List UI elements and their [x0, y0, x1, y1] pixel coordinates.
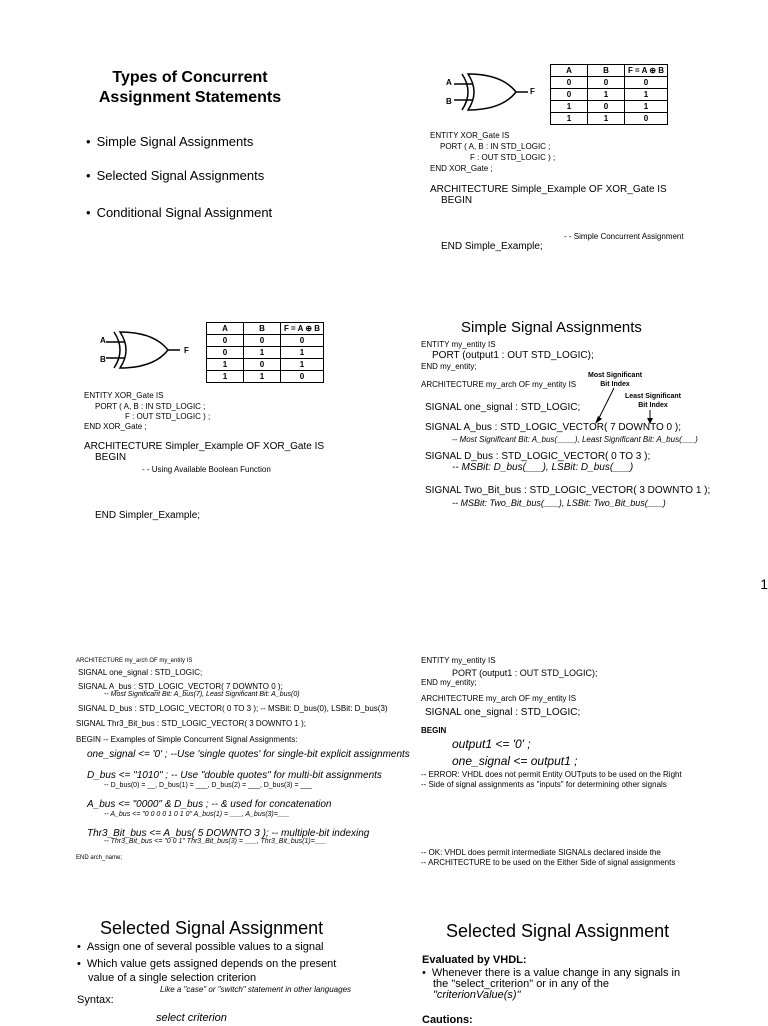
slide7-title: Selected Signal Assignment	[100, 918, 324, 938]
code-line: ENTITY my_entity IS	[421, 656, 496, 665]
code-line: ENTITY my_entity IS	[421, 340, 496, 349]
bullet-conditional: • Conditional Signal Assignment	[86, 205, 272, 220]
cell: 1	[551, 113, 588, 125]
truth-table-header	[551, 65, 668, 77]
table-row	[551, 101, 668, 113]
th-f: F = A ⊕ B	[281, 323, 324, 335]
evaluated-label: Evaluated by VHDL:	[422, 954, 527, 966]
code-line: END my_entity;	[421, 362, 477, 371]
code-line: END arch_name;	[76, 855, 123, 861]
code-line: BEGIN -- Examples of Simple Concurrent Signal Assignments:	[76, 735, 298, 744]
table-row	[207, 359, 324, 371]
bullet-simple: • Simple Signal Assignments	[86, 134, 253, 149]
code-line: SIGNAL one_signal : STD_LOGIC;	[425, 402, 581, 413]
slide4-title: Simple Signal Assignments	[461, 319, 642, 336]
code-line: BEGIN	[421, 726, 447, 735]
entity-line: ENTITY XOR_Gate IS	[84, 391, 164, 400]
bullet-continuation: "criterionValue(s)"	[433, 989, 521, 1001]
note-line: Most Significant	[588, 372, 643, 379]
table-row	[207, 371, 324, 383]
table-row	[207, 335, 324, 347]
cell: 0	[551, 89, 588, 101]
select-criterion: select criterion	[156, 1012, 227, 1024]
cell: 0	[281, 371, 324, 383]
comment-line: - - Simple Concurrent Assignment	[564, 232, 684, 241]
bullet-continuation: value of a single selection criterion	[88, 972, 257, 984]
error-note: -- Side of signal assignments as "inputs" for determining other signals	[421, 780, 667, 789]
code-line: SIGNAL D_bus : STD_LOGIC_VECTOR( 0 TO 3 );	[425, 451, 651, 462]
code-line: END my_entity;	[421, 678, 477, 687]
code-line: PORT (output1 : OUT STD_LOGIC);	[452, 668, 598, 678]
syntax-label: Syntax:	[77, 994, 114, 1006]
end-line: END Simpler_Example;	[95, 510, 201, 521]
comment-line: -- Most Significant Bit: A_bus(____), Least Significant Bit: A_bus(___)	[452, 435, 698, 444]
code-line: A_bus <= "0000" & D_bus ; -- & used for concatenation	[87, 799, 332, 810]
code-line: ARCHITECTURE my_arch OF my_entity IS	[421, 694, 577, 703]
slide1-title: Types of Concurrent Assignment Statements	[98, 69, 282, 106]
cell: 1	[207, 371, 244, 383]
bullet-line: • Which value gets assigned depends on the present	[77, 958, 336, 970]
truth-table-header	[207, 323, 324, 335]
begin-line: BEGIN	[95, 452, 127, 463]
table-row	[551, 113, 668, 125]
truth-table	[550, 64, 668, 125]
comment-line: - - Using Available Boolean Function	[142, 465, 271, 474]
code-line: SIGNAL one_signal : STD_LOGIC;	[78, 668, 203, 677]
code-line: ARCHITECTURE my_arch OF my_entity IS	[421, 380, 577, 389]
table-row	[551, 77, 668, 89]
cell: 0	[207, 335, 244, 347]
code-line: SIGNAL A_bus : STD_LOGIC_VECTOR( 7 DOWNTO 0 );	[78, 682, 283, 691]
bullet-line: • Whenever there is a value change in any signals in	[422, 967, 680, 979]
page-number: 1	[760, 576, 768, 592]
gate-label-a: A	[100, 336, 106, 345]
cell: 1	[588, 113, 625, 125]
ok-note: -- ARCHITECTURE to be used on the Either Side of signal assignments	[421, 858, 676, 867]
cell: 1	[588, 89, 625, 101]
comment-line: -- MSBit: Two_Bit_bus(___), LSBit: Two_Bit_bus(___)	[452, 498, 666, 508]
entity-line: F : OUT STD_LOGIC ) ;	[470, 153, 556, 162]
comment-line: -- A_bus <= "0 0 0 0 1 0 1 0" A_bus(1) = ___, A_bus(3)=___	[104, 811, 290, 818]
comment-line: -- MSBit: D_bus(___), LSBit: D_bus(___)	[452, 462, 634, 473]
cell: 1	[281, 359, 324, 371]
cell: 0	[625, 77, 668, 89]
code-line: SIGNAL D_bus : STD_LOGIC_VECTOR( 0 TO 3 ); -- MSBit: D_bus(0), LSBit: D_bus(3)	[78, 704, 388, 713]
th-b: B	[588, 65, 625, 77]
cell: 0	[244, 359, 281, 371]
code-line: D_bus <= "1010" ; -- Use "double quotes" for multi-bit assignments	[87, 770, 382, 781]
entity-line: PORT ( A, B : IN STD_LOGIC ;	[440, 142, 551, 151]
cell: 0	[588, 101, 625, 113]
cell: 1	[207, 359, 244, 371]
th-a: A	[551, 65, 588, 77]
cell: 1	[281, 347, 324, 359]
comment-line: -- D_bus(0) = __, D_bus(1) = ___, D_bus(2) = ___, D_bus(3) = ___	[104, 782, 313, 789]
table-row	[207, 347, 324, 359]
gate-label-b: B	[446, 97, 452, 106]
entity-line: ENTITY XOR_Gate IS	[430, 131, 510, 140]
comment-line: -- Thr3_Bit_bus <= "0 0 1" Thr3_Bit_bus(3) = ___, Thr3_Bit_bus(1)=___	[104, 838, 327, 845]
note-line: Bit Index	[638, 402, 668, 409]
cell: 0	[244, 335, 281, 347]
note-line: Like a "case" or "switch" statement in other languages	[160, 985, 352, 994]
code-line: ARCHITECTURE my_arch OF my_entity IS	[76, 658, 193, 664]
entity-line: END XOR_Gate ;	[84, 422, 147, 431]
comment-line: -- Most Significant Bit: A_bus(7), Least Significant Bit: A_bus(0)	[104, 691, 300, 698]
code-line: PORT (output1 : OUT STD_LOGIC);	[432, 350, 594, 361]
architecture-line: ARCHITECTURE Simpler_Example OF XOR_Gate IS	[84, 441, 325, 452]
th-f: F = A ⊕ B	[625, 65, 668, 77]
cell: 1	[244, 371, 281, 383]
cell: 1	[551, 101, 588, 113]
code-line: one_signal <= '0' ; --Use 'single quotes' for single-bit explicit assignments	[87, 749, 410, 760]
code-line: Thr3_Bit_bus <= A_bus( 5 DOWNTO 3 ); -- multiple-bit indexing	[87, 828, 370, 839]
cautions-label: Cautions:	[422, 1014, 473, 1026]
code-line: SIGNAL one_signal : STD_LOGIC;	[425, 707, 581, 718]
code-line: output1 <= '0' ;	[452, 737, 531, 751]
code-line: SIGNAL Thr3_Bit_bus : STD_LOGIC_VECTOR( 3 DOWNTO 1 );	[76, 719, 306, 728]
cell: 0	[551, 77, 588, 89]
gate-label-f: F	[530, 87, 535, 96]
bullet-continuation: the "select_criterion" or in any of the	[433, 978, 609, 990]
note-line: Bit Index	[600, 381, 630, 388]
cell: 1	[244, 347, 281, 359]
arrow-icon	[586, 386, 666, 426]
ok-note: -- OK: VHDL does permit intermediate SIGNALs declared inside the	[421, 848, 661, 857]
entity-line: END XOR_Gate ;	[430, 164, 493, 173]
gate-label-f: F	[184, 346, 189, 355]
cell: 0	[207, 347, 244, 359]
note-line: Least Significant	[625, 393, 682, 400]
error-note: -- ERROR: VHDL does not permit Entity OUTputs to be used on the Right	[421, 770, 682, 779]
cell: 1	[625, 101, 668, 113]
cell: 0	[281, 335, 324, 347]
gate-label-b: B	[100, 355, 106, 364]
code-line: SIGNAL Two_Bit_bus : STD_LOGIC_VECTOR( 3 DOWNTO 1 );	[425, 485, 711, 496]
slide8-title: Selected Signal Assignment	[446, 921, 670, 941]
th-a: A	[207, 323, 244, 335]
cell: 0	[588, 77, 625, 89]
begin-line: BEGIN	[441, 195, 473, 206]
code-line: one_signal <= output1 ;	[452, 754, 578, 768]
th-b: B	[244, 323, 281, 335]
truth-table	[206, 322, 324, 383]
bullet-line: • Assign one of several possible values to a signal	[77, 941, 324, 953]
cell: 0	[625, 113, 668, 125]
end-line: END Simple_Example;	[441, 241, 543, 252]
cell: 1	[625, 89, 668, 101]
code-line: SIGNAL A_bus : STD_LOGIC_VECTOR( 7 DOWNTO 0 );	[425, 422, 681, 433]
entity-line: F : OUT STD_LOGIC ) ;	[125, 412, 211, 421]
architecture-line: ARCHITECTURE Simple_Example OF XOR_Gate IS	[430, 184, 667, 195]
bullet-selected: • Selected Signal Assignments	[86, 168, 264, 183]
table-row	[551, 89, 668, 101]
entity-line: PORT ( A, B : IN STD_LOGIC ;	[95, 402, 206, 411]
gate-label-a: A	[446, 78, 452, 87]
